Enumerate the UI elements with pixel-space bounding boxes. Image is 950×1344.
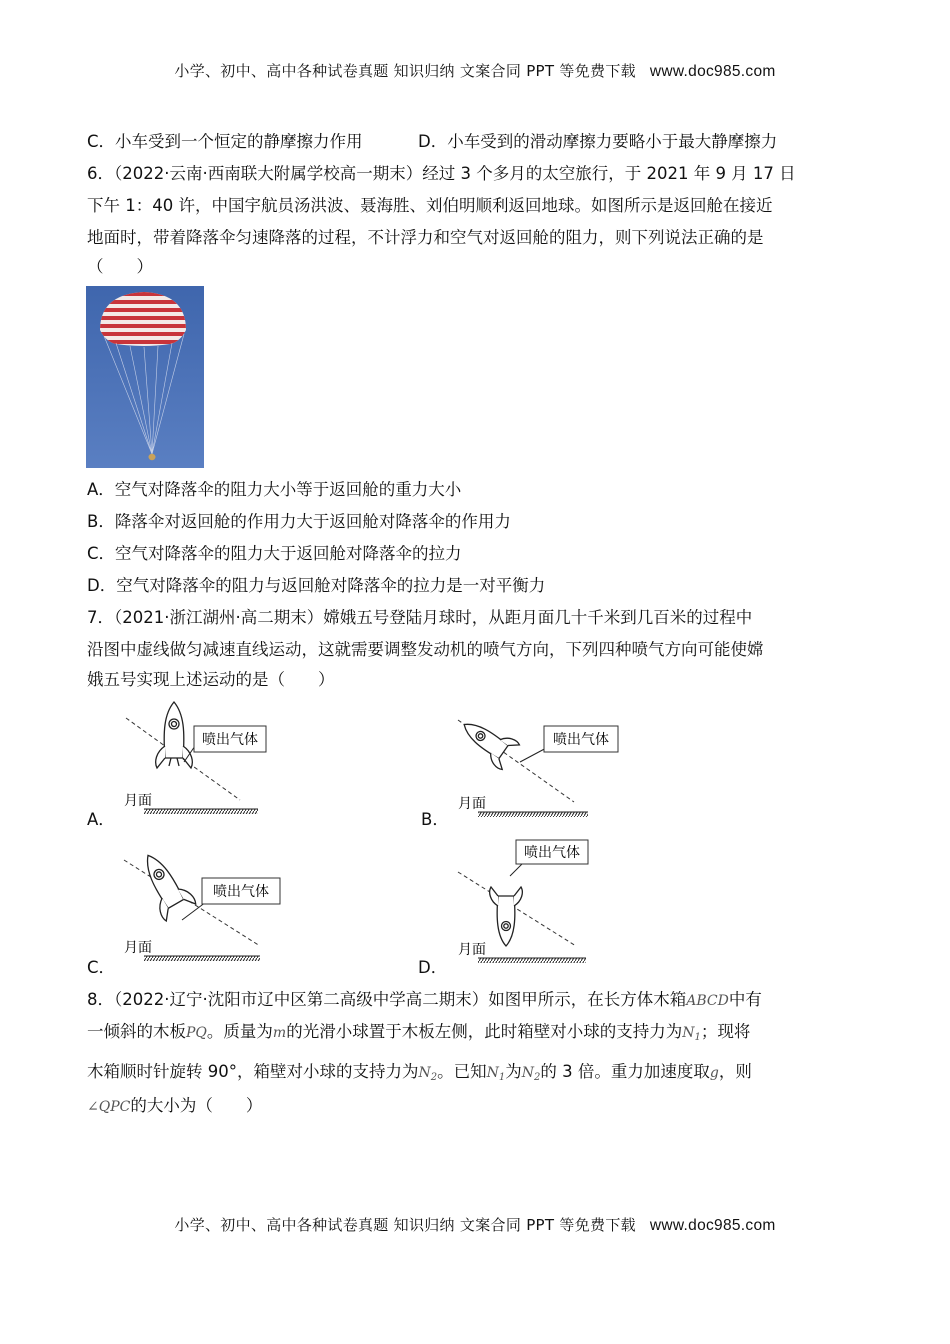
surface-label: 月面 xyxy=(124,940,152,956)
gas-label: 喷出气体 xyxy=(553,732,609,748)
fig-d-letter: D． xyxy=(418,958,448,977)
surface-label: 月面 xyxy=(458,942,486,958)
return-capsule xyxy=(149,454,156,460)
surface-label: 月面 xyxy=(458,796,486,812)
g-symbol: g xyxy=(709,1065,719,1081)
q6-bracket: （ ） xyxy=(87,257,153,276)
rocket-icon xyxy=(132,846,197,921)
q5-option-d: D．小车受到的滑动摩擦力要略小于最大静摩擦力 xyxy=(418,132,778,151)
q6-option-c: C．空气对降落伞的阻力大于返回舱对降落伞的拉力 xyxy=(87,544,462,563)
rocket-icon xyxy=(490,887,523,946)
fig-a-letter: A． xyxy=(87,810,115,829)
q8-line-2: 一倾斜的木板PQ。质量为m的光滑小球置于木板左侧，此时箱壁对小球的支持力为$N_1$；现将 xyxy=(87,1022,751,1043)
parachute-photo xyxy=(86,286,204,468)
q8-line-3: 木箱顺时针旋转 90°，箱壁对小球的支持力为$N_2$。已知$N_1$为$N_2$的 3 倍。重力加速度取g，则 xyxy=(87,1062,752,1083)
page-footer xyxy=(0,1214,950,1235)
figure-a xyxy=(110,696,290,826)
q8-line-4: ∠QPC的大小为（ ） xyxy=(87,1096,263,1115)
q6-line-3: 地面时，带着降落伞匀速降落的过程，不计浮力和空气对返回舱的阻力，则下列说法正确的是 xyxy=(87,228,764,247)
footer-url[interactable]: www.doc985.com xyxy=(649,1217,776,1234)
rocket-icon xyxy=(455,711,520,770)
header-url[interactable]: www.doc985.com xyxy=(649,63,776,80)
moon-surface xyxy=(144,809,258,814)
q7-line-1: 7．（2021·浙江湖州·高二期末）嫦娥五号登陆月球时，从距月面几十千米到几百米的过程中 xyxy=(87,608,753,627)
label-pointer xyxy=(182,902,206,920)
header-text: 小学、初中、高中各种试卷真题 知识归纳 文案合同 PPT 等免费下载 xyxy=(174,62,636,80)
figure-c xyxy=(110,838,300,970)
q7-line-3: 娥五号实现上述运动的是（ ） xyxy=(87,670,335,689)
n1-symbol: $N_1$ xyxy=(486,1065,506,1083)
moon-surface xyxy=(478,812,588,817)
q6-option-b: B．降落伞对返回舱的作用力大于返回舱对降落伞的作用力 xyxy=(87,512,511,531)
q6-option-a: A．空气对降落伞的阻力大小等于返回舱的重力大小 xyxy=(87,480,462,499)
q6-line-1: 6．（2022·云南·西南联大附属学校高一期末）经过 3 个多月的太空旅行，于 2021 年 9 月 17 日 xyxy=(87,164,796,183)
q6-option-d: D．空气对降落伞的阻力与返回舱对降落伞的拉力是一对平衡力 xyxy=(87,576,546,595)
q6-line-2: 下午 1：40 许，中国宇航员汤洪波、聂海胜、刘伯明顺利返回地球。如图所示是返回舱在接近 xyxy=(87,196,773,215)
board-symbol: PQ xyxy=(186,1025,207,1041)
trajectory-line xyxy=(458,872,576,946)
moon-surface xyxy=(478,958,586,963)
gas-label: 喷出气体 xyxy=(202,732,258,748)
n2-symbol: $N_2$ xyxy=(418,1065,438,1083)
figure-b xyxy=(440,706,630,824)
n2-symbol: $N_2$ xyxy=(521,1065,541,1083)
surface-label: 月面 xyxy=(124,793,152,809)
n1-symbol: $N_1$ xyxy=(682,1025,701,1043)
figure-d xyxy=(440,836,630,970)
gas-label: 喷出气体 xyxy=(213,884,269,900)
footer-text: 小学、初中、高中各种试卷真题 知识归纳 文案合同 PPT 等免费下载 xyxy=(174,1216,636,1234)
q7-line-2: 沿图中虚线做匀减速直线运动，这就需要调整发动机的喷气方向，下列四种喷气方向可能使嫦 xyxy=(87,640,764,659)
mass-symbol: m xyxy=(272,1025,287,1041)
q5-option-c: C．小车受到一个恒定的静摩擦力作用 xyxy=(87,132,363,151)
q8-line-1: 8．（2022·辽宁·沈阳市辽中区第二高级中学高二期末）如图甲所示，在长方体木箱ABCD中有 xyxy=(87,990,762,1009)
fig-c-letter: C． xyxy=(87,958,116,977)
angle-symbol: ∠QPC xyxy=(87,1099,131,1115)
fig-b-letter: B． xyxy=(421,810,449,829)
moon-surface xyxy=(144,956,260,961)
gas-label: 喷出气体 xyxy=(524,845,580,861)
box-symbol: ABCD xyxy=(686,993,729,1009)
page-header xyxy=(0,60,950,81)
